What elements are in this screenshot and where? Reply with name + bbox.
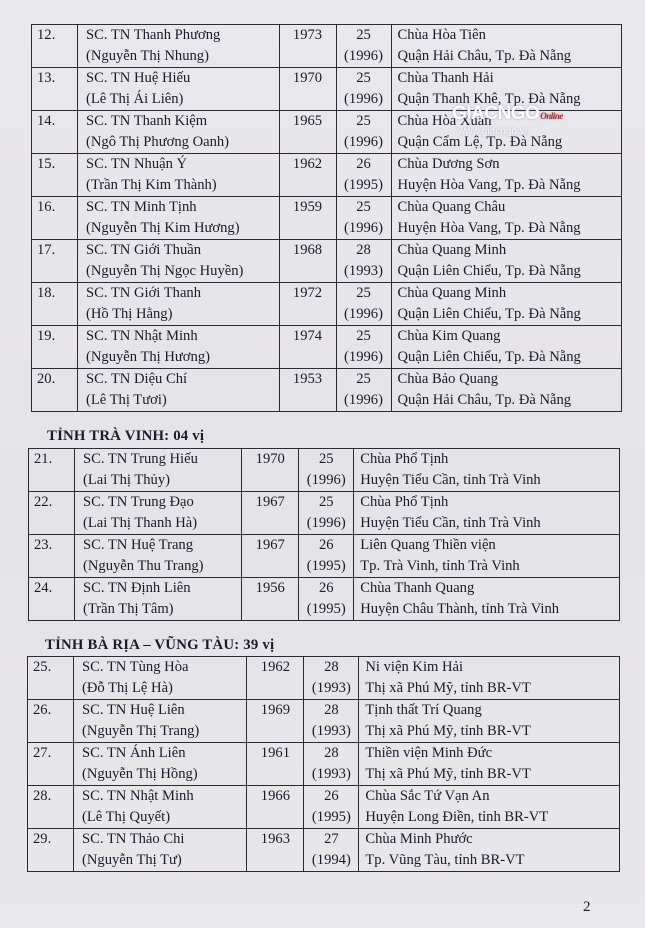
lay-name: (Lai Thị Thủy) <box>83 472 171 488</box>
table-row-19 <box>32 326 622 369</box>
birth-year: 1962 <box>247 657 304 700</box>
dharma-name: SC. TN Huệ Trang <box>83 537 194 553</box>
row-number: 20. <box>32 369 78 412</box>
birth-year: 1963 <box>247 829 304 872</box>
page-number: 2 <box>583 899 591 915</box>
ordination-year: (1994) <box>311 852 351 868</box>
dharma-name: SC. TN Huệ Liên <box>82 702 185 718</box>
ordination-age: 25 <box>356 199 371 215</box>
lay-name: (Nguyễn Thị Hương) <box>86 349 210 365</box>
row-number: 12. <box>32 25 78 68</box>
giacngo-watermark: GIACNGOOnline www.giacngo.vn <box>452 103 563 137</box>
temple-name: Chùa Phổ Tịnh <box>360 451 449 467</box>
table-row-12 <box>32 25 622 68</box>
ordination-age: 25 <box>318 451 334 467</box>
lay-name: (Trần Thị Tâm) <box>83 601 174 617</box>
lay-name: (Hồ Thị Hằng) <box>86 306 173 322</box>
lay-name: (Nguyễn Thị Ngọc Huyền) <box>86 263 244 279</box>
birth-year: 1972 <box>279 283 336 326</box>
lay-name: (Ngô Thị Phương Oanh) <box>86 134 230 150</box>
nun-name-cell <box>74 657 247 700</box>
row-number: 24. <box>29 578 75 621</box>
birth-year: 1962 <box>279 154 336 197</box>
table-row-16 <box>32 197 622 240</box>
table-row-27 <box>28 743 620 786</box>
nun-name-cell <box>75 492 242 535</box>
temple-name: Chùa Phổ Tịnh <box>360 494 449 510</box>
temple-address: Huyện Châu Thành, tỉnh Trà Vinh <box>360 601 560 617</box>
ordination-age: 28 <box>324 702 339 718</box>
ordination-age: 25 <box>356 371 371 387</box>
ordination-year: (1993) <box>311 723 351 739</box>
birth-year: 1973 <box>279 25 336 68</box>
ordination-year: (1995) <box>311 809 351 825</box>
ordination-cell <box>336 326 391 369</box>
table-row-17 <box>32 240 622 283</box>
ordination-age: 25 <box>356 27 371 43</box>
nun-name-cell <box>74 829 247 872</box>
ordination-age: 26 <box>318 537 334 553</box>
table-row-26 <box>28 700 620 743</box>
temple-cell <box>359 700 620 743</box>
ordination-year: (1995) <box>344 177 383 193</box>
birth-year: 1965 <box>279 111 336 154</box>
ordination-cell <box>304 829 359 872</box>
ordination-cell <box>336 154 391 197</box>
dharma-name: SC. TN Nhật Minh <box>82 788 194 804</box>
ordination-age: 26 <box>356 156 371 172</box>
nun-name-cell <box>78 25 280 68</box>
table-row-24 <box>29 578 620 621</box>
ordination-year: (1996) <box>344 134 383 150</box>
temple-name: Thiền viện Minh Đức <box>365 745 493 761</box>
ordination-cell <box>304 657 359 700</box>
lay-name: (Nguyễn Thị Nhung) <box>86 48 209 64</box>
temple-name: Chùa Kim Quang <box>397 328 501 344</box>
birth-year: 1953 <box>279 369 336 412</box>
ordination-age: 25 <box>318 494 334 510</box>
dharma-name: SC. TN Trung Đạo <box>83 494 194 510</box>
temple-address: Huyện Long Điền, tỉnh BR-VT <box>365 809 549 825</box>
ordination-cell <box>304 743 359 786</box>
temple-address: Quận Hải Châu, Tp. Đà Nẵng <box>397 392 572 408</box>
temple-cell <box>391 25 622 68</box>
ordination-cell <box>336 68 391 111</box>
ordination-cell <box>336 25 391 68</box>
dharma-name: SC. TN Thảo Chi <box>82 831 185 847</box>
temple-name: Chùa Hòa Tiên <box>397 27 486 43</box>
nun-name-cell <box>78 240 280 283</box>
table-row-18 <box>32 283 622 326</box>
temple-address: Quận Liên Chiểu, Tp. Đà Nẵng <box>397 349 581 365</box>
birth-year: 1969 <box>247 700 304 743</box>
dharma-name: SC. TN Minh Tịnh <box>86 199 197 215</box>
temple-cell <box>359 786 620 829</box>
ordination-year: (1995) <box>306 558 346 574</box>
ordination-cell <box>336 240 391 283</box>
dharma-name: SC. TN Định Liên <box>83 580 191 596</box>
dharma-name: SC. TN Thanh Phương <box>86 27 221 43</box>
nun-name-cell <box>74 743 247 786</box>
dharma-name: SC. TN Nhật Minh <box>86 328 198 344</box>
ordination-year: (1996) <box>344 349 383 365</box>
temple-name: Chùa Thanh Hải <box>397 70 494 86</box>
row-number: 22. <box>29 492 75 535</box>
row-number: 13. <box>32 68 78 111</box>
temple-address: Quận Thanh Khê, Tp. Đà Nẵng <box>397 91 581 107</box>
temple-name: Chùa Quang Châu <box>397 199 506 215</box>
table-row-28 <box>28 786 620 829</box>
table-row-29 <box>28 829 620 872</box>
temple-address: Huyện Tiểu Cần, tỉnh Trà Vinh <box>360 515 541 531</box>
ordination-year: (1996) <box>344 48 383 64</box>
ordination-cell <box>336 283 391 326</box>
ordination-cell <box>304 786 359 829</box>
lay-name: (Nguyễn Thị Hồng) <box>82 766 198 782</box>
temple-name: Chùa Thanh Quang <box>360 580 475 596</box>
row-number: 18. <box>32 283 78 326</box>
nun-name-cell <box>78 197 280 240</box>
ordination-age: 27 <box>324 831 339 847</box>
ordination-cell <box>336 111 391 154</box>
ordination-cell <box>299 578 354 621</box>
lay-name: (Trần Thị Kim Thành) <box>86 177 217 193</box>
ordination-age: 25 <box>356 113 371 129</box>
temple-name: Chùa Quang Minh <box>397 242 507 258</box>
temple-name: Chùa Dương Sơn <box>397 156 500 172</box>
birth-year: 1966 <box>247 786 304 829</box>
dharma-name: SC. TN Trung Hiếu <box>83 451 198 467</box>
temple-cell <box>391 326 622 369</box>
ordination-age: 28 <box>324 659 339 675</box>
row-number: 29. <box>28 829 74 872</box>
ordination-age: 26 <box>318 580 334 596</box>
ordination-year: (1996) <box>344 220 383 236</box>
temple-name: Chùa Hòa Xuân <box>397 113 492 129</box>
temple-name: Ni viện Kim Hải <box>365 659 464 675</box>
lay-name: (Lê Thị Ái Liên) <box>86 91 184 107</box>
birth-year: 1974 <box>279 326 336 369</box>
ordination-age: 28 <box>324 745 339 761</box>
ordination-age: 25 <box>356 70 371 86</box>
table-row-23 <box>29 535 620 578</box>
nun-name-cell <box>75 449 242 492</box>
birth-year: 1967 <box>242 492 299 535</box>
temple-name: Chùa Minh Phước <box>365 831 473 847</box>
row-number: 19. <box>32 326 78 369</box>
temple-address: Huyện Tiểu Cần, tỉnh Trà Vinh <box>360 472 541 488</box>
temple-address: Thị xã Phú Mỹ, tỉnh BR-VT <box>365 766 531 782</box>
temple-address: Quận Liên Chiểu, Tp. Đà Nẵng <box>397 306 581 322</box>
dharma-name: SC. TN Ánh Liên <box>82 745 186 761</box>
birth-year: 1968 <box>279 240 336 283</box>
temple-cell <box>359 743 620 786</box>
dharma-name: SC. TN Diệu Chí <box>86 371 188 387</box>
lay-name: (Lê Thị Quyết) <box>82 809 171 825</box>
temple-name: Tịnh thất Trí Quang <box>365 702 482 718</box>
nun-name-cell <box>78 68 280 111</box>
temple-cell <box>359 657 620 700</box>
temple-cell <box>391 197 622 240</box>
dharma-name: SC. TN Huệ Hiếu <box>86 70 191 86</box>
row-number: 23. <box>29 535 75 578</box>
temple-address: Thị xã Phú Mỹ, tỉnh BR-VT <box>365 680 531 696</box>
ordination-year: (1993) <box>311 766 351 782</box>
roster-table-tra-vinh <box>28 448 620 621</box>
row-number: 28. <box>28 786 74 829</box>
ordination-year: (1995) <box>306 601 346 617</box>
ordination-year: (1996) <box>306 472 346 488</box>
table-row-20 <box>32 369 622 412</box>
temple-name: Chùa Bảo Quang <box>397 371 499 387</box>
ordination-age: 25 <box>356 328 371 344</box>
ordination-age: 25 <box>356 285 371 301</box>
ordination-age: 26 <box>324 788 339 804</box>
temple-cell <box>391 283 622 326</box>
nun-name-cell <box>75 535 242 578</box>
temple-name: Chùa Sắc Tứ Vạn An <box>365 788 490 804</box>
temple-address: Huyện Hòa Vang, Tp. Đà Nẵng <box>397 220 581 236</box>
temple-cell <box>391 154 622 197</box>
ordination-cell <box>299 535 354 578</box>
row-number: 16. <box>32 197 78 240</box>
birth-year: 1970 <box>242 449 299 492</box>
temple-address: Tp. Vũng Tàu, tỉnh BR-VT <box>365 852 525 868</box>
ordination-cell <box>299 449 354 492</box>
birth-year: 1967 <box>242 535 299 578</box>
nun-name-cell <box>78 154 280 197</box>
temple-cell <box>391 240 622 283</box>
dharma-name: SC. TN Nhuận Ý <box>86 156 188 172</box>
row-number: 27. <box>28 743 74 786</box>
temple-cell <box>359 829 620 872</box>
dharma-name: SC. TN Giới Thanh <box>86 285 202 301</box>
nun-name-cell <box>78 326 280 369</box>
temple-cell <box>391 369 622 412</box>
temple-address: Huyện Hòa Vang, Tp. Đà Nẵng <box>397 177 581 193</box>
nun-name-cell <box>74 786 247 829</box>
lay-name: (Đỗ Thị Lệ Hà) <box>82 680 173 696</box>
dharma-name: SC. TN Thanh Kiệm <box>86 113 208 129</box>
dharma-name: SC. TN Tùng Hòa <box>82 659 189 675</box>
temple-cell <box>354 449 620 492</box>
ordination-cell <box>299 492 354 535</box>
nun-name-cell <box>78 283 280 326</box>
birth-year: 1970 <box>279 68 336 111</box>
temple-address: Quận Liên Chiểu, Tp. Đà Nẵng <box>397 263 581 279</box>
row-number: 15. <box>32 154 78 197</box>
ordination-year: (1993) <box>311 680 351 696</box>
ordination-year: (1996) <box>344 306 383 322</box>
birth-year: 1959 <box>279 197 336 240</box>
dharma-name: SC. TN Giới Thuần <box>86 242 202 258</box>
temple-address: Quận Hải Châu, Tp. Đà Nẵng <box>397 48 572 64</box>
table-row-15 <box>32 154 622 197</box>
lay-name: (Lê Thị Tươi) <box>86 392 167 408</box>
nun-name-cell <box>78 369 280 412</box>
temple-address: Tp. Trà Vinh, tỉnh Trà Vinh <box>360 558 520 574</box>
ordination-year: (1996) <box>306 515 346 531</box>
row-number: 25. <box>28 657 74 700</box>
ordination-year: (1996) <box>344 392 383 408</box>
temple-cell <box>354 535 620 578</box>
temple-address: Quận Cẩm Lệ, Tp. Đà Nẵng <box>397 134 563 150</box>
temple-address: Thị xã Phú Mỹ, tỉnh BR-VT <box>365 723 531 739</box>
temple-name: Liên Quang Thiền viện <box>360 537 496 553</box>
row-number: 14. <box>32 111 78 154</box>
row-number: 21. <box>29 449 75 492</box>
table-row-21 <box>29 449 620 492</box>
ordination-cell <box>304 700 359 743</box>
birth-year: 1956 <box>242 578 299 621</box>
roster-table-da-nang <box>31 24 622 412</box>
lay-name: (Nguyễn Thị Trang) <box>82 723 200 739</box>
temple-cell <box>354 492 620 535</box>
lay-name: (Nguyễn Thu Trang) <box>83 558 204 574</box>
row-number: 26. <box>28 700 74 743</box>
ordination-age: 28 <box>356 242 371 258</box>
section-title-ba-ria-vung-tau: TỈNH BÀ RỊA – VŨNG TÀU: 39 vị <box>45 637 275 653</box>
lay-name: (Nguyễn Thị Kim Hương) <box>86 220 240 236</box>
ordination-year: (1993) <box>344 263 383 279</box>
row-number: 17. <box>32 240 78 283</box>
table-row-25 <box>28 657 620 700</box>
nun-name-cell <box>78 111 280 154</box>
lay-name: (Lai Thị Thanh Hà) <box>83 515 198 531</box>
temple-cell <box>354 578 620 621</box>
nun-name-cell <box>75 578 242 621</box>
section-title-tra-vinh: TỈNH TRÀ VINH: 04 vị <box>47 428 205 444</box>
table-row-22 <box>29 492 620 535</box>
birth-year: 1961 <box>247 743 304 786</box>
ordination-cell <box>336 197 391 240</box>
nun-name-cell <box>74 700 247 743</box>
lay-name: (Nguyễn Thị Tư) <box>82 852 182 868</box>
temple-name: Chùa Quang Minh <box>397 285 507 301</box>
roster-table-ba-ria-vung-tau <box>27 656 620 872</box>
ordination-cell <box>336 369 391 412</box>
ordination-year: (1996) <box>344 91 383 107</box>
